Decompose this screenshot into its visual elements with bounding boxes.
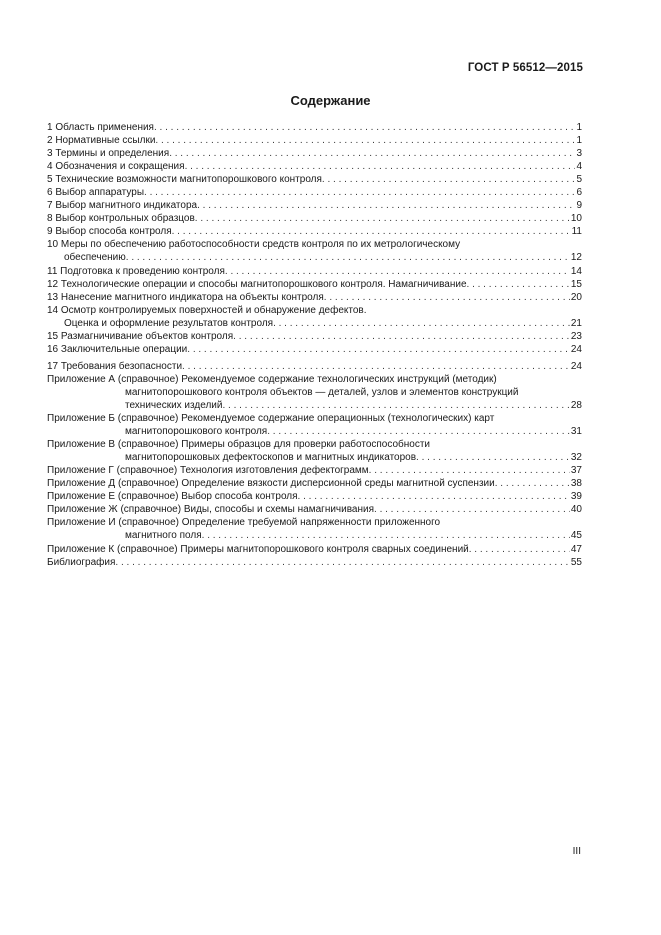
toc-page-number: 15	[570, 278, 582, 290]
toc-page-number: 5	[576, 174, 582, 186]
toc-entry-8[interactable]: 8 Выбор контрольных образцов . . . 10	[47, 212, 582, 225]
toc-entry-13[interactable]: 13 Нанесение магнитного индикатора на объекты контроля . . . 20	[47, 291, 582, 304]
toc-entry-10[interactable]: 10 Меры по обеспечению работоспособности средств контроля по их метрологическому обеспечению . . . 12	[47, 238, 582, 264]
toc-appendix-i[interactable]: Приложение И (справочное) Определение требуемой напряженности приложенного магнитного поля . . . 45	[47, 516, 582, 542]
toc-page-number: 32	[570, 452, 582, 464]
toc-page-number: 37	[570, 465, 582, 477]
toc-bibliography[interactable]: Библиография . . . 55	[47, 556, 582, 569]
page-folio: III	[572, 846, 581, 857]
table-of-contents	[47, 121, 582, 569]
toc-entry-7[interactable]: 7 Выбор магнитного индикатора . . . 9	[47, 199, 582, 212]
toc-page-number: 38	[570, 478, 582, 490]
toc-page-number: 28	[570, 399, 582, 411]
toc-page-number: 21	[570, 317, 582, 329]
toc-appendix-g[interactable]: Приложение Г (справочное) Технология изготовления дефектограмм . . . 37	[47, 464, 582, 477]
standard-number: ГОСТ Р 56512—2015	[467, 62, 583, 74]
toc-entry-2[interactable]: 2 Нормативные ссылки . . . 1	[47, 134, 582, 147]
toc-entry-5[interactable]: 5 Технические возможности магнитопорошкового контроля . . . 5	[47, 173, 582, 186]
toc-appendix-d[interactable]: Приложение Д (справочное) Определение вязкости дисперсионной среды магнитной суспензии . . . 38	[47, 477, 582, 490]
toc-page-number: 24	[570, 343, 582, 355]
toc-appendix-ye[interactable]: Приложение Е (справочное) Выбор способа контроля . . . 39	[47, 490, 582, 503]
toc-page-number: 55	[570, 556, 582, 568]
toc-appendix-v[interactable]: Приложение В (справочное) Примеры образцов для проверки работоспособности магнитопорошковых дефектоскопов и магнитных индикаторов . . . 32	[47, 438, 582, 464]
toc-page-number: 10	[570, 213, 582, 225]
toc-page-number: 1	[576, 122, 582, 133]
toc-entry-11[interactable]: 11 Подготовка к проведению контроля . . . 14	[47, 265, 582, 278]
toc-page-number: 39	[570, 491, 582, 503]
toc-appendix-zh[interactable]: Приложение Ж (справочное) Виды, способы и схемы намагничивания . . . 40	[47, 503, 582, 516]
toc-page-number: 40	[570, 504, 582, 516]
toc-page-number: 12	[570, 252, 582, 264]
toc-entry-4[interactable]: 4 Обозначения и сокращения . . . 4	[47, 160, 582, 173]
toc-page-number: 9	[576, 200, 582, 212]
toc-page-number: 3	[576, 148, 582, 160]
toc-appendix-b[interactable]: Приложение Б (справочное) Рекомендуемое содержание операционных (технологических) карт магнитопорошкового контроля . . . 31	[47, 412, 582, 438]
toc-page-number: 4	[576, 161, 582, 173]
toc-page-number: 24	[570, 360, 582, 372]
toc-page-number: 20	[570, 291, 582, 303]
toc-entry-1[interactable]: 1 Область применения . . . 1	[47, 121, 582, 134]
toc-page-number: 47	[570, 543, 582, 555]
toc-page-number: 11	[571, 226, 582, 238]
toc-entry-3[interactable]: 3 Термины и определения . . . 3	[47, 147, 582, 160]
toc-page-number: 45	[570, 530, 582, 542]
toc-appendix-a[interactable]: Приложение А (справочное) Рекомендуемое содержание технологических инструкций (методик) магнитопорошкового контроля объектов — деталей, узлов и элементов конструкций технических изделий . . . 28	[47, 373, 582, 412]
toc-entry-16[interactable]: 16 Заключительные операции . . . 24	[47, 343, 582, 356]
page-title: Содержание	[290, 93, 371, 108]
toc-entry-6[interactable]: 6 Выбор аппаратуры . . . 6	[47, 186, 582, 199]
toc-page-number: 31	[570, 426, 582, 438]
toc-page-number: 1	[576, 135, 582, 147]
toc-page-number: 14	[570, 265, 582, 277]
toc-entry-14[interactable]: 14 Осмотр контролируемых поверхностей и обнаружение дефектов. Оценка и оформление результатов контроля . . . 21	[47, 304, 582, 330]
toc-page-number: 6	[576, 187, 582, 199]
toc-page-number: 23	[570, 330, 582, 342]
toc-entry-15[interactable]: 15 Размагничивание объектов контроля . . . 23	[47, 330, 582, 343]
toc-appendix-k[interactable]: Приложение К (справочное) Примеры магнитопорошкового контроля сварных соединений . . . 47	[47, 543, 582, 556]
toc-entry-9[interactable]: 9 Выбор способа контроля . . . 11	[47, 225, 582, 238]
toc-entry-12[interactable]: 12 Технологические операции и способы магнитопорошкового контроля. Намагничивание . . . 15	[47, 278, 582, 291]
toc-entry-17[interactable]: 17 Требования безопасности . . . 24	[47, 360, 582, 373]
